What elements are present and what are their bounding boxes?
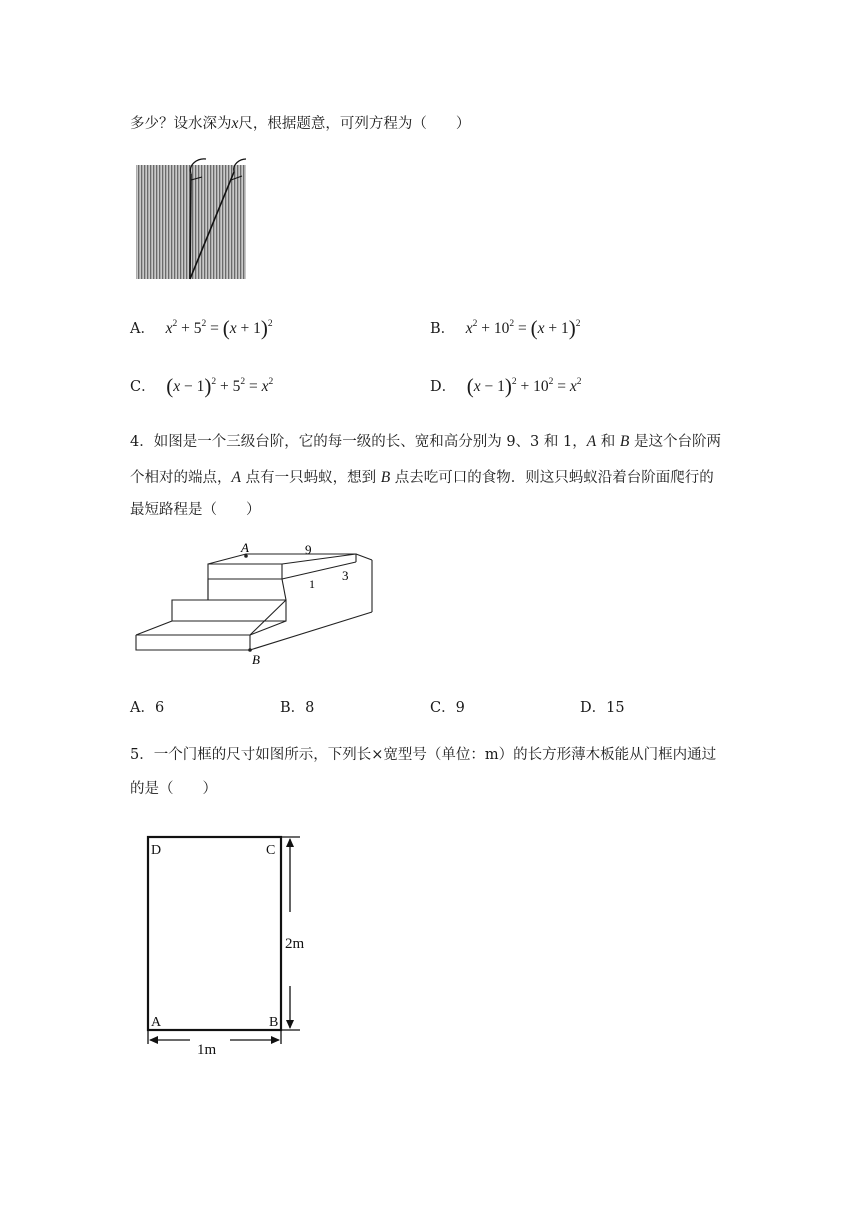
q3-option-c-label: C． — [130, 379, 156, 395]
q4-line2-part-a: 个相对的端点， — [130, 470, 232, 486]
corner-label-d: D — [151, 843, 162, 858]
dimension-label-height: 2m — [285, 936, 305, 952]
q4-line2-part-c: 点去吃可口的食物．则这只蚂蚁沿着台阶面爬行的 — [390, 470, 714, 486]
reed-upright — [190, 174, 191, 279]
figure-label-3: 3 — [342, 568, 349, 583]
q4-option-b[interactable]: B．8 — [280, 700, 315, 716]
q3-option-c[interactable] — [130, 372, 273, 397]
q3-option-d-formula: $(x - 1)^2 + 10^2 = x^2$ — [466, 374, 582, 398]
q4-option-a[interactable]: A．6 — [130, 700, 165, 716]
staircase-lines — [136, 554, 372, 650]
q4-line1-part-c: 是这个台阶两 — [629, 434, 721, 450]
q3-stem-suffix: 尺，根据题意，可列方程为（ ） — [238, 116, 471, 132]
height-dimension-arrow — [280, 837, 300, 1030]
dimension-label-width: 1m — [197, 1042, 217, 1058]
q3-option-d[interactable] — [430, 372, 582, 397]
q3-figure-water-reed — [132, 156, 250, 282]
q4-point-b-text: B — [619, 433, 630, 450]
q5-figure-door-frame — [140, 830, 320, 1060]
q4-line1-part-a: 4．如图是一个三级台阶，它的每一级的长、宽和高分别为 9、3 和 1， — [130, 434, 587, 450]
figure-label-a: A — [241, 540, 249, 555]
q4-stem-line-2 — [130, 466, 714, 487]
q5-stem-line-2: 的是（ ） — [130, 781, 217, 797]
corner-label-b: B — [269, 1015, 279, 1030]
corner-label-c: C — [266, 843, 276, 858]
q3-option-a-label: A． — [130, 321, 155, 337]
q4-line1-part-b: 和 — [596, 434, 620, 450]
figure-label-b: B — [252, 652, 260, 667]
q3-option-c-formula: $(x - 1)^2 + 5^2 = x^2$ — [166, 374, 274, 398]
q3-stem-prefix: 多少？设水深为 — [130, 116, 232, 132]
q4-point-b-text-2: B — [380, 469, 391, 486]
door-frame-rect — [148, 837, 281, 1030]
figure-label-1: 1 — [309, 577, 315, 591]
q4-option-d[interactable]: D．15 — [580, 700, 625, 716]
q3-option-b-formula: $x^2 + 10^2 = (x + 1)^2$ — [465, 316, 581, 340]
q3-option-a[interactable] — [130, 314, 273, 339]
figure-label-9: 9 — [305, 542, 312, 557]
q4-line2-part-b: 点有一只蚂蚁，想到 — [240, 470, 381, 486]
q3-option-a-formula: $x^2 + 5^2 = (x + 1)^2$ — [165, 316, 273, 340]
q4-point-a-text-2: A — [231, 469, 241, 486]
corner-label-a: A — [151, 1015, 162, 1030]
q3-option-b-label: B． — [430, 321, 456, 337]
q3-variable: x — [231, 115, 239, 132]
q4-figure-staircase — [128, 538, 378, 670]
q3-option-d-label: D． — [430, 379, 457, 395]
q3-option-b[interactable] — [430, 314, 581, 339]
q4-stem-line-3: 最短路程是（ ） — [130, 502, 261, 518]
q3-stem — [130, 112, 470, 133]
q4-option-c[interactable]: C．9 — [430, 700, 465, 716]
q4-point-a-text: A — [586, 433, 597, 450]
q4-stem-line-1 — [130, 430, 721, 451]
q5-stem-line-1: 5．一个门框的尺寸如图所示，下列长×宽型号（单位：m）的长方形薄木板能从门框内通过 — [130, 747, 717, 763]
